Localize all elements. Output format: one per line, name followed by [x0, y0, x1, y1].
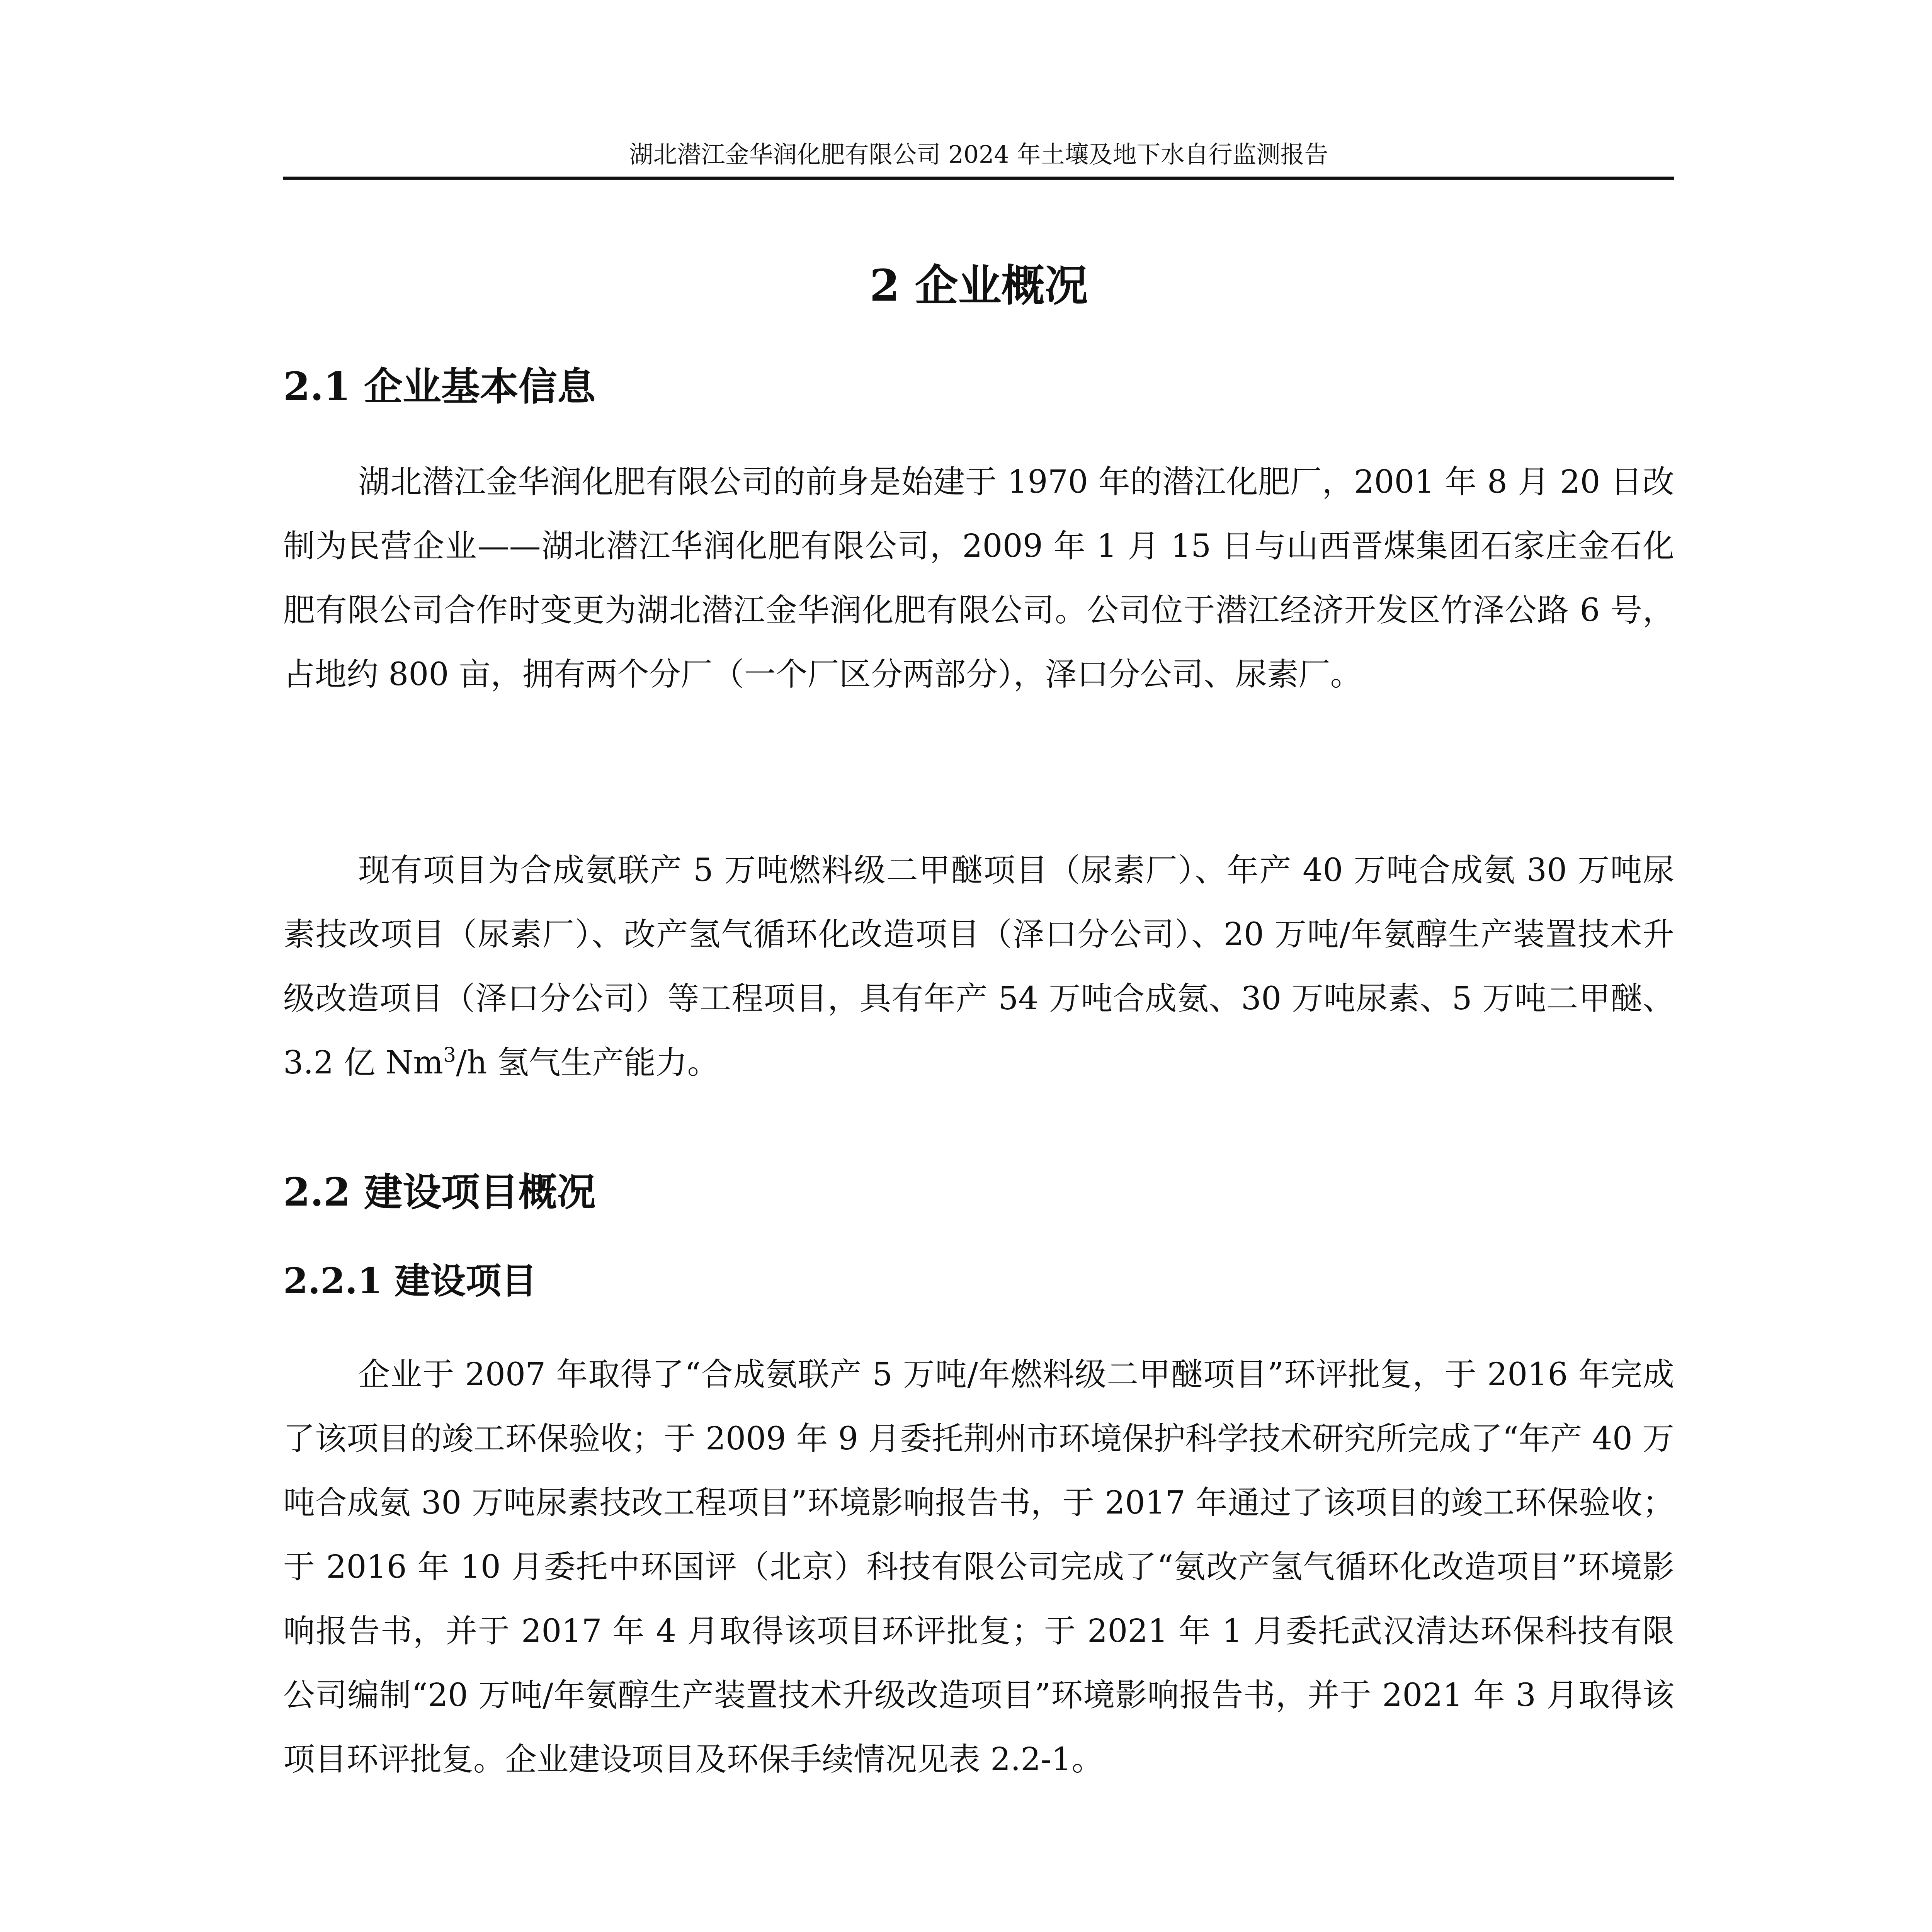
- paragraph-existing-projects-text: 现有项目为合成氨联产 5 万吨燃料级二甲醚项目（尿素厂）、年产 40 万吨合成氨 30 万吨尿素技改项目（尿素厂）、改产氢气循环化改造项目（泽口分公司）、20 万吨/年氨醇生产装置技术升级改造项目（泽口分公司）等工程项目，具有年产 54 万吨合成氨、30 万吨尿素、5 万吨二甲醚、3.2 亿 Nm: [283, 852, 1674, 1081]
- chapter-title: 2 企业概况: [869, 260, 1088, 311]
- header-rule: [283, 177, 1674, 180]
- page-header: 湖北潜江金华润化肥有限公司 2024 年土壤及地下水自行监测报告: [629, 140, 1328, 168]
- section-title-2-2: 2.2 建设项目概况: [283, 1169, 596, 1215]
- paragraph-existing-projects-tail: /h 氢气生产能力。: [456, 1044, 719, 1081]
- section-title-2-1: 2.1 企业基本信息: [283, 364, 596, 409]
- superscript-three: 3: [443, 1044, 456, 1067]
- paragraph-company-history: 湖北潜江金华润化肥有限公司的前身是始建于 1970 年的潜江化肥厂，2001 年 8 月 20 日改制为民营企业——湖北潜江华润化肥有限公司，2009 年 1 月 15 日与山西晋煤集团石家庄金石化肥有限公司合作时变更为湖北潜江金华润化肥有限公司。公司位于潜江经济开发区竹泽公路 6 号，占地约 800 亩，拥有两个分厂（一个厂区分两部分），泽口分公司、尿素厂。: [283, 464, 1674, 693]
- paragraph-existing-projects: [283, 838, 1674, 1095]
- paragraph-construction-projects: 企业于 2007 年取得了“合成氨联产 5 万吨/年燃料级二甲醚项目”环评批复，于 2016 年完成了该项目的竣工环保验收；于 2009 年 9 月委托荆州市环境保护科学技术研究所完成了“年产 40 万吨合成氨 30 万吨尿素技改工程项目”环境影响报告书，于 2017 年通过了该项目的竣工环保验收；于 2016 年 10 月委托中环国评（北京）科技有限公司完成了“氨改产氢气循环化改造项目”环境影响报告书，并于 2017 年 4 月取得该项目环评批复；于 2021 年 1 月委托武汉清达环保科技有限公司编制“20 万吨/年氨醇生产装置技术升级改造项目”环境影响报告书，并于 2021 年 3 月取得该项目环评批复。企业建设项目及环保手续情况见表 2.2-1。: [283, 1356, 1674, 1778]
- subsection-title-2-2-1: 2.2.1 建设项目: [283, 1260, 537, 1302]
